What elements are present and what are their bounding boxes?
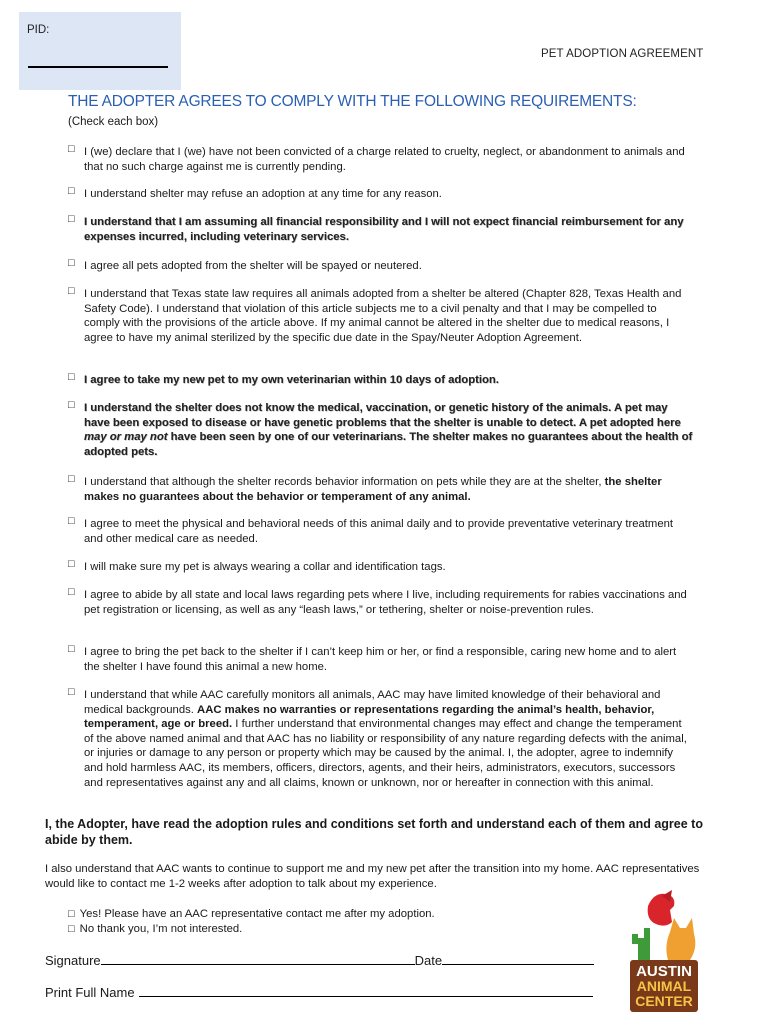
requirement-text — [84, 401, 693, 459]
requirement-text: I understand that Texas state law requires all animals adopted from a shelter be altered (Chapter 828, Texas Health and Safety Code). I understand that violation of this article subjects me to a civil penalty and that I may be compelled to comply with the provisions of the article above. If my animal cannot be altered in the shelter due to medical reasons, I agree to have my animal sterilized by the specific due date in the Spay/Neuter Adoption Agreement. — [84, 288, 682, 344]
checkbox[interactable]: □ — [68, 473, 75, 485]
logo-cat-shape — [666, 918, 695, 960]
signature-row — [45, 952, 594, 968]
requirement-text: I understand shelter may refuse an adoption at any time for any reason. — [84, 188, 442, 200]
logo-cactus-shape — [632, 928, 650, 960]
requirement-text: I agree to abide by all state and local laws regarding pets where I live, including requirements for rabies vaccinations and pet registration or licensing, as well as any “leash laws,” or tethering, shelter or noise-prevention rules. — [84, 589, 687, 616]
print-name-row — [45, 984, 593, 1000]
requirement-item — [68, 373, 693, 388]
requirement-text-part: I understand that although the shelter records behavior information on pets while they are at the shelter, — [84, 476, 605, 488]
requirement-item — [68, 517, 693, 546]
checkbox[interactable]: □ — [68, 558, 75, 570]
date-line[interactable] — [442, 952, 594, 965]
date-label: Date — [414, 953, 443, 968]
checkbox[interactable]: □ — [68, 285, 75, 297]
checkbox[interactable]: □ — [68, 923, 75, 935]
checkbox[interactable]: □ — [68, 399, 75, 411]
requirements-heading: THE ADOPTER AGREES TO COMPLY WITH THE FOLLOWING REQUIREMENTS: — [68, 93, 637, 110]
requirement-text-part: I understand that while AAC carefully monitors all animals, AAC may have limited knowledge of their behavioral and medical backgrounds. — [84, 689, 661, 716]
requirement-text: I agree to take my new pet to my own veterinarian within 10 days of adoption. — [84, 374, 499, 386]
checkbox[interactable]: □ — [68, 257, 75, 269]
contact-yes-option — [68, 908, 435, 920]
signature-label: Signature — [45, 953, 101, 968]
requirement-bold-text: the shelter makes no guarantees about the behavior or temperament of any animal. — [84, 476, 662, 503]
requirement-text: I agree to meet the physical and behavioral needs of this animal daily and to provide preventative veterinary treatment and other medical care as needed. — [84, 518, 674, 545]
requirement-item — [68, 287, 693, 345]
document-title: PET ADOPTION AGREEMENT — [541, 48, 704, 60]
pid-label: PID: — [27, 24, 50, 36]
logo-text-line3: CENTER — [635, 993, 693, 1009]
austin-animal-center-logo — [626, 888, 702, 1014]
checkbox[interactable]: □ — [68, 213, 75, 225]
checkbox[interactable]: □ — [68, 908, 75, 920]
print-name-line[interactable] — [139, 984, 593, 997]
requirement-text-part: I further understand that environmental changes may effect and change the temperament of the above named animal and that AAC has no liability or responsibility of any nature regarding defects with the animal, or injuries or damage to any person or property which may be caused by the animal. I, the adopter, agree to indemnify and hold harmless AAC, its members, officers, directors, agents, and their heirs, administrators, executors, successors and representatives against any and all claims, known or unknown, nor or hereafter in connection with this animal. — [84, 718, 687, 789]
requirement-text: I (we) declare that I (we) have not been convicted of a charge related to cruelty, neglect, or abandonment to animals and that no such charge against me is currently pending. — [84, 146, 685, 173]
contact-paragraph: I also understand that AAC wants to continue to support me and my new pet after the transition into my home. AAC representatives would like to contact me 1-2 weeks after adoption to talk about my experience. — [45, 863, 700, 890]
requirement-item — [68, 145, 693, 174]
requirement-text: I will make sure my pet is always wearing a collar and identification tags. — [84, 561, 446, 573]
checkbox[interactable]: □ — [68, 643, 75, 655]
adopter-statement: I, the Adopter, have read the adoption rules and conditions set forth and understand each of them and agree to abide by them. — [45, 817, 703, 847]
requirement-text — [84, 475, 693, 504]
requirement-item — [68, 475, 693, 504]
signature-line[interactable] — [101, 952, 415, 965]
checkbox[interactable]: □ — [68, 686, 75, 698]
requirement-item — [68, 645, 693, 674]
requirement-emphasis: may or may not — [84, 431, 168, 444]
checkbox[interactable]: □ — [68, 143, 75, 155]
requirement-text: I agree all pets adopted from the shelter will be spayed or neutered. — [84, 260, 422, 272]
requirement-text — [84, 688, 693, 790]
print-name-label: Print Full Name — [45, 985, 135, 1000]
requirement-item — [68, 688, 693, 790]
logo-text-line1: AUSTIN — [636, 963, 692, 980]
checkbox[interactable]: □ — [68, 586, 75, 598]
requirement-text: I agree to bring the pet back to the shelter if I can’t keep him or her, or find a responsible, caring new home and to alert the shelter I have found this animal a new home. — [84, 646, 677, 673]
requirement-text: I understand that I am assuming all financial responsibility and I will not expect financial reimbursement for any expenses incurred, including veterinary services. — [84, 216, 684, 243]
requirement-item — [68, 187, 693, 202]
requirement-text-part: have been seen by one of our veterinarians. The shelter makes no guarantees about the health of adopted pets. — [84, 431, 693, 458]
pid-field-line[interactable] — [28, 66, 168, 68]
contact-yes-label: Yes! Please have an AAC representative contact me after my adoption. — [79, 908, 435, 920]
requirement-text-part: I understand the shelter does not know the medical, vaccination, or genetic history of the animals. A pet may have been exposed to disease or have genetic problems that the shelter is unable to detect. A pet adopted here — [84, 402, 681, 429]
checkbox[interactable]: □ — [68, 185, 75, 197]
requirement-item — [68, 560, 693, 575]
checkbox[interactable]: □ — [68, 371, 75, 383]
requirement-item — [68, 401, 693, 459]
requirement-item — [68, 588, 693, 617]
contact-no-option — [68, 923, 242, 935]
requirement-item — [68, 215, 693, 244]
requirement-bold-text: AAC makes no warranties or representations regarding the animal’s health, behavior, temperament, age or breed. — [84, 703, 655, 731]
requirement-item — [68, 259, 693, 274]
logo-text-line2: ANIMAL — [636, 978, 692, 994]
contact-no-label: No thank you, I’m not interested. — [79, 923, 243, 935]
check-instruction: (Check each box) — [68, 116, 159, 128]
checkbox[interactable]: □ — [68, 515, 75, 527]
